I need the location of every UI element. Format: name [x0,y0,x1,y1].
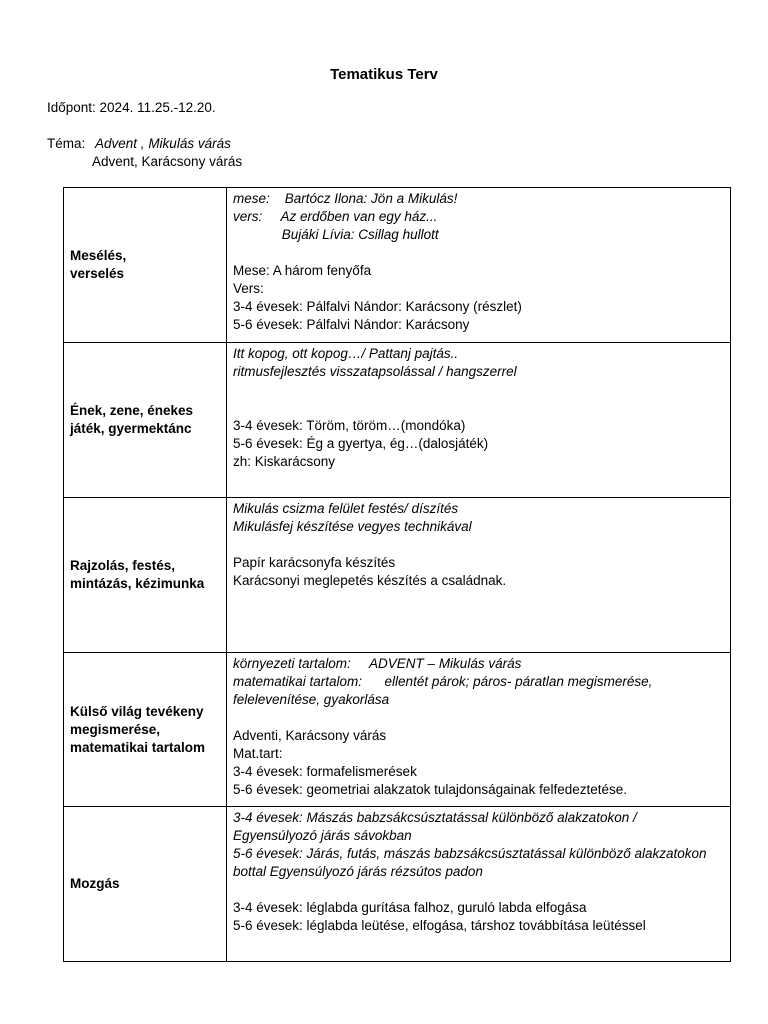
content-line: 5-6 évesek: Ég a gyertya, ég…(dalosjáték) [233,436,489,451]
row-label-line: játék, gyermektánc [70,421,192,436]
content-line: vers: Az erdőben van egy ház... [233,209,438,224]
row-content [227,188,731,343]
content-line: 5-6 évesek: léglabda leütése, elfogása, társhoz továbbítása leütéssel [233,918,646,933]
content-line [233,536,724,554]
row-content [227,807,731,962]
content-line: 3-4 évesek: léglabda gurítása falhoz, guruló labda elfogása [233,900,587,915]
content-line: környezeti tartalom: ADVENT – Mikulás várás [233,656,522,671]
table-row [64,498,731,653]
content-line: Mikulás csizma felület festés/ díszítés [233,501,459,516]
content-line: ritmusfejlesztés visszatapsolással / hangszerrel [233,364,517,379]
content-line: Bujáki Lívia: Csillag hullott [233,227,439,242]
table-row [64,343,731,498]
content-line: matematikai tartalom: ellentét párok; páros- páratlan megismerése, [233,674,653,689]
content-line: 3-4 évesek: Pálfalvi Nándor: Karácsony (részlet) [233,299,522,314]
content-line: Egyensúlyozó járás sávokban [233,828,412,843]
content-line: zh: Kiskarácsony [233,454,336,469]
content-line: 3-4 évesek: Töröm, töröm…(mondóka) [233,418,466,433]
row-label [64,498,227,653]
theme-2: Advent, Karácsony várás [92,154,243,169]
row-label [64,807,227,962]
content-line: Adventi, Karácsony várás [233,728,387,743]
content-line: Papír karácsonyfa készítés [233,555,396,570]
row-label-line: Rajzolás, festés, [70,558,176,573]
row-label [64,343,227,498]
row-content [227,653,731,807]
content-line: mese: Bartócz Ilona: Jön a Mikulás! [233,191,458,206]
theme-block [47,135,242,171]
content-line: 5-6 évesek: geometriai alakzatok tulajdonságainak felfedeztetése. [233,782,627,797]
theme-1: Advent , Mikulás várás [95,136,231,151]
content-line: Vers: [233,281,264,296]
row-label-line: Mesélés, [70,248,127,263]
row-label-line: Külső világ tevékeny [70,703,204,719]
table-row [64,653,731,807]
content-line: Mikulásfej készítése vegyes technikával [233,519,472,534]
content-line [233,709,724,727]
row-content [227,498,731,653]
row-label-line: Mozgás [70,876,120,891]
content-line: Karácsonyi meglepetés készítés a családnak. [233,573,507,588]
content-line: bottal Egyensúlyozó járás rézsútos padon [233,864,483,879]
content-line: 5-6 évesek: Pálfalvi Nándor: Karácsony [233,317,470,332]
theme-label: Téma: [47,136,86,151]
plan-table [63,187,731,962]
row-label-line: Ének, zene, énekes [70,403,194,418]
content-line: 3-4 évesek: formafelismerések [233,764,417,779]
row-content [227,343,731,498]
content-line: felelevenítése, gyakorlása [233,692,390,707]
content-line: Itt kopog, ott kopog…/ Pattanj pajtás.. [233,346,459,361]
row-label [64,188,227,343]
content-line [233,244,724,262]
content-line [233,399,724,417]
content-line: 3-4 évesek: Mászás babzsákcsúsztatással különböző alakzatokon / [233,810,637,825]
row-label-line: mintázás, kézimunka [70,576,205,591]
content-line: Mat.tart: [233,746,283,761]
table-row [64,807,731,962]
content-line [233,881,724,899]
content-line: 5-6 évesek: Járás, futás, mászás babzsákcsúsztatással különböző alakzatokon [233,846,707,861]
row-label [64,653,227,807]
content-line [233,381,724,399]
row-label-line: verselés [70,266,125,281]
content-line: Mese: A három fenyőfa [233,263,372,278]
document-title: Tematikus Terv [330,66,438,83]
row-label-line: megismerése, [70,721,161,737]
table-row [64,188,731,343]
date-line: Időpont: 2024. 11.25.-12.20. [47,100,216,115]
row-label-line: matematikai tartalom [70,739,206,755]
